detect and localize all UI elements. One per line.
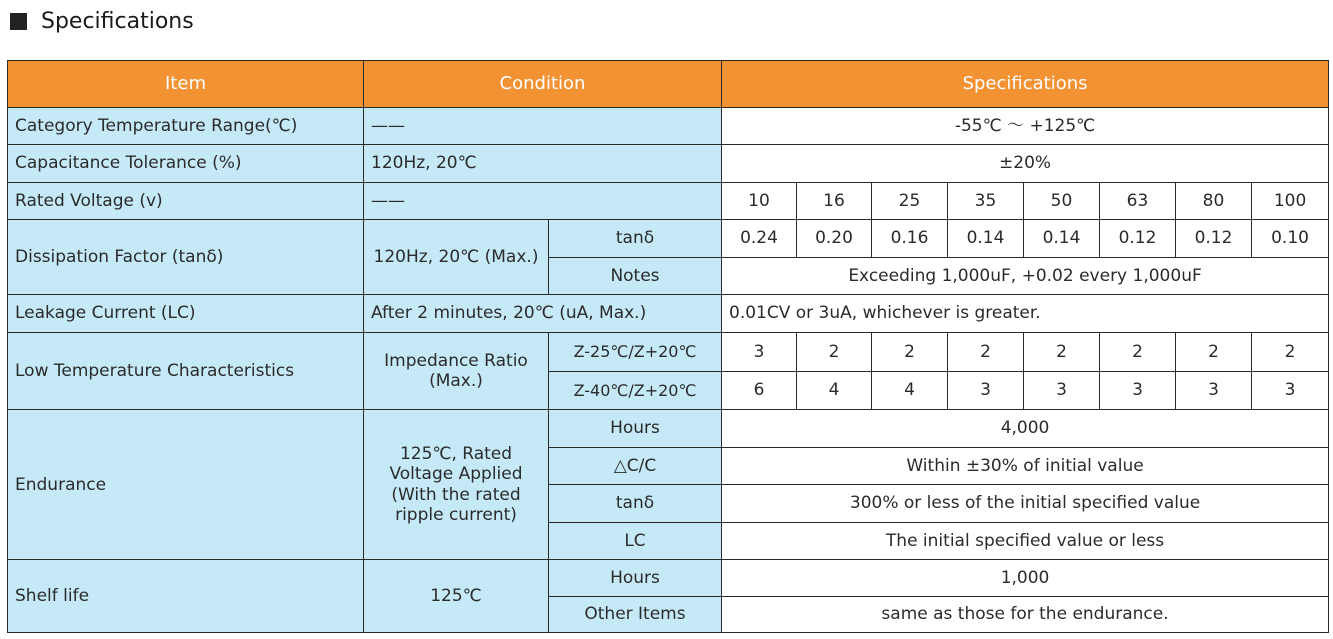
square-bullet-icon bbox=[10, 13, 27, 30]
tan-delta-value: 0.10 bbox=[1252, 220, 1329, 258]
condition-cell: 125℃, Rated Voltage Applied (With the rated ripple current) bbox=[364, 410, 549, 560]
table-row bbox=[8, 332, 1329, 371]
item-cell: Rated Voltage (v) bbox=[8, 182, 364, 220]
item-cell: Capacitance Tolerance (%) bbox=[8, 145, 364, 183]
item-cell: Low Temperature Characteristics bbox=[8, 332, 364, 409]
spec-cell: ±20% bbox=[722, 145, 1329, 183]
tan-delta-value: 0.16 bbox=[872, 220, 948, 258]
spec-cell: 0.01CV or 3uA, whichever is greater. bbox=[722, 295, 1329, 333]
condition-cell: Impedance Ratio (Max.) bbox=[364, 332, 549, 409]
voltage-value: 100 bbox=[1252, 182, 1329, 220]
voltage-value: 25 bbox=[872, 182, 948, 220]
sub-condition-cell: Hours bbox=[549, 560, 722, 596]
condition-cell: —— bbox=[364, 107, 722, 145]
sub-condition-cell: △C/C bbox=[549, 447, 722, 485]
item-cell: Leakage Current (LC) bbox=[8, 295, 364, 333]
condition-cell: 125℃ bbox=[364, 560, 549, 633]
table-row bbox=[8, 220, 1329, 258]
spec-cell: Exceeding 1,000uF, +0.02 every 1,000uF bbox=[722, 257, 1329, 295]
spec-cell: 1,000 bbox=[722, 560, 1329, 596]
header-specifications: Specifications bbox=[722, 61, 1329, 108]
item-cell: Category Temperature Range(℃) bbox=[8, 107, 364, 145]
voltage-value: 10 bbox=[722, 182, 797, 220]
sub-condition-cell: Notes bbox=[549, 257, 722, 295]
spec-cell: 4,000 bbox=[722, 410, 1329, 448]
table-row bbox=[8, 295, 1329, 333]
table-row bbox=[8, 182, 1329, 220]
impedance-value: 3 bbox=[1100, 371, 1176, 410]
table-header-row bbox=[8, 61, 1329, 108]
impedance-value: 6 bbox=[722, 371, 797, 410]
spec-cell: Within ±30% of initial value bbox=[722, 447, 1329, 485]
voltage-value: 35 bbox=[948, 182, 1024, 220]
table-row bbox=[8, 107, 1329, 145]
voltage-value: 16 bbox=[797, 182, 872, 220]
condition-cell: After 2 minutes, 20℃ (uA, Max.) bbox=[364, 295, 722, 333]
spec-cell: The initial specified value or less bbox=[722, 522, 1329, 560]
impedance-value: 2 bbox=[1024, 332, 1100, 371]
impedance-value: 3 bbox=[1252, 371, 1329, 410]
condition-cell: 120Hz, 20℃ (Max.) bbox=[364, 220, 549, 295]
impedance-value: 2 bbox=[797, 332, 872, 371]
heading-text: Specifications bbox=[41, 8, 194, 34]
impedance-value: 3 bbox=[948, 371, 1024, 410]
tan-delta-value: 0.14 bbox=[948, 220, 1024, 258]
sub-condition-cell: Z-40℃/Z+20℃ bbox=[549, 371, 722, 410]
impedance-value: 2 bbox=[1100, 332, 1176, 371]
impedance-value: 2 bbox=[948, 332, 1024, 371]
impedance-value: 2 bbox=[1252, 332, 1329, 371]
page-heading bbox=[10, 3, 194, 39]
table-row bbox=[8, 410, 1329, 448]
tan-delta-value: 0.12 bbox=[1176, 220, 1252, 258]
sub-condition-cell: tanδ bbox=[549, 485, 722, 523]
impedance-value: 3 bbox=[1024, 371, 1100, 410]
table-row bbox=[8, 560, 1329, 596]
tan-delta-value: 0.24 bbox=[722, 220, 797, 258]
item-cell: Shelf life bbox=[8, 560, 364, 633]
condition-cell: 120Hz, 20℃ bbox=[364, 145, 722, 183]
condition-cell: —— bbox=[364, 182, 722, 220]
voltage-value: 50 bbox=[1024, 182, 1100, 220]
tan-delta-value: 0.20 bbox=[797, 220, 872, 258]
item-cell: Dissipation Factor (tanδ) bbox=[8, 220, 364, 295]
sub-condition-cell: Hours bbox=[549, 410, 722, 448]
sub-condition-cell: Other Items bbox=[549, 596, 722, 632]
spec-cell: same as those for the endurance. bbox=[722, 596, 1329, 632]
tan-delta-value: 0.12 bbox=[1100, 220, 1176, 258]
spec-cell: 300% or less of the initial specified value bbox=[722, 485, 1329, 523]
sub-condition-cell: LC bbox=[549, 522, 722, 560]
sub-condition-cell: Z-25℃/Z+20℃ bbox=[549, 332, 722, 371]
impedance-value: 4 bbox=[797, 371, 872, 410]
impedance-value: 2 bbox=[872, 332, 948, 371]
impedance-value: 3 bbox=[1176, 371, 1252, 410]
item-cell: Endurance bbox=[8, 410, 364, 560]
voltage-value: 63 bbox=[1100, 182, 1176, 220]
specifications-table bbox=[7, 60, 1329, 633]
impedance-value: 4 bbox=[872, 371, 948, 410]
header-condition: Condition bbox=[364, 61, 722, 108]
impedance-value: 3 bbox=[722, 332, 797, 371]
spec-cell: -55℃ ～ +125℃ bbox=[722, 107, 1329, 145]
tan-delta-value: 0.14 bbox=[1024, 220, 1100, 258]
voltage-value: 80 bbox=[1176, 182, 1252, 220]
table-row bbox=[8, 145, 1329, 183]
sub-condition-cell: tanδ bbox=[549, 220, 722, 258]
impedance-value: 2 bbox=[1176, 332, 1252, 371]
header-item: Item bbox=[8, 61, 364, 108]
